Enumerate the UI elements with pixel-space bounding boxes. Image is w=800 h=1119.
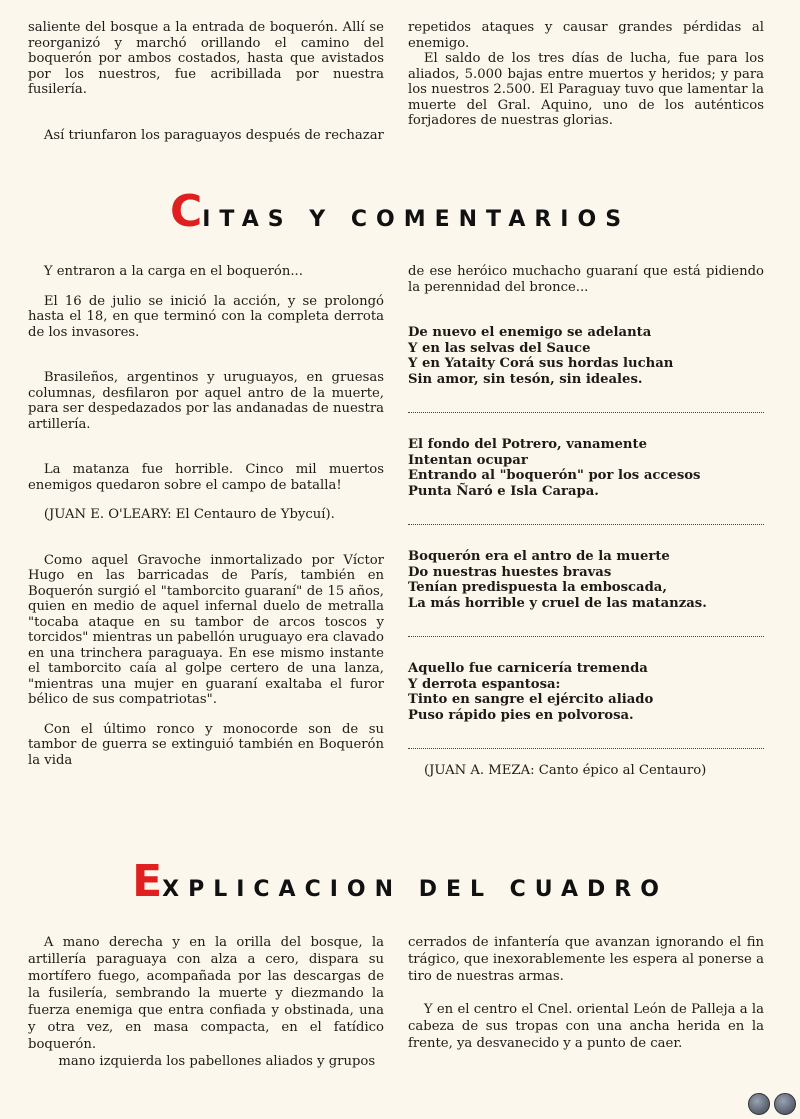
verse-line: Punta Ñaró e Isla Carapa. <box>408 483 599 499</box>
explicacion-heading <box>0 856 800 907</box>
verse-line: La más horrible y cruel de las matanzas. <box>408 595 707 611</box>
verse-line: Puso rápido pies en polvorosa. <box>408 707 634 723</box>
explicacion-left-column <box>28 934 384 1070</box>
citas-left-paragraph-2: El 16 de julio se inició la acción, y se prolongó hasta el 18, en que terminó con la completa derrota de los invasores. <box>28 293 384 340</box>
stanza-1 <box>408 325 764 387</box>
citas-right-paragraph-1: de ese heróico muchacho guaraní que está pidiendo la perennidad del bronce... <box>408 264 764 295</box>
explicacion-right-paragraph-1: cerrados de infantería que avanzan ignorando el fin trágico, que inexorablemente les espera al ponerse a tiro de nuestras armas. <box>408 935 764 984</box>
citas-right-column <box>408 264 764 779</box>
dotted-divider <box>408 411 764 413</box>
page-nav <box>748 1093 796 1115</box>
verse-line: Tinto en sangre el ejército aliado <box>408 692 654 707</box>
verse-line: Y en las selvas del Sauce <box>408 340 591 356</box>
prev-page-icon[interactable] <box>748 1093 770 1115</box>
verse-line: Do nuestras huestes bravas <box>408 564 612 580</box>
explicacion-heading-initial: E <box>132 856 163 907</box>
explicacion-heading-text: XPLICACION DEL CUADRO <box>162 877 668 902</box>
explicacion-left-paragraph-2: mano izquierda los pabellones aliados y grupos <box>58 1054 376 1069</box>
citas-heading <box>0 186 800 237</box>
verse-line: Sin amor, sin tesón, sin ideales. <box>408 371 643 387</box>
stanza-4 <box>408 661 764 723</box>
citas-heading-text: ITAS Y COMENTARIOS <box>202 207 631 232</box>
dotted-divider <box>408 523 764 525</box>
verse-line: Boquerón era el antro de la muerte <box>408 549 670 564</box>
verse-line: Intentan ocupar <box>408 452 528 468</box>
citas-left-paragraph-5: Como aquel Gravoche inmortalizado por Víctor Hugo en las barricadas de París, también en Boquerón surgió el "tamborcito guaraní" de 15 años, quien en medio de aquel infernal duelo de metralla "tocaba ataque en su tambor de arcos toscos y torcidos" mientras un pabellón uruguayo era clavado en una trinchera paraguaya. En ese mismo instante el tamborcito caía al golpe certero de una lanza, "mientras una mujer en guaraní exaltaba el furor bélico de sus compatriotas". <box>28 552 384 707</box>
verse-line: Y derrota espantosa: <box>408 676 561 692</box>
verse-line: El fondo del Potrero, vanamente <box>408 437 647 452</box>
citas-left-citation: (JUAN E. O'LEARY: El Centauro de Ybycuí). <box>43 507 335 522</box>
top-left-paragraph-2: Así triunfaron los paraguayos después de rechazar <box>43 127 384 143</box>
explicacion-right-column <box>408 934 764 1052</box>
explicacion-left-paragraph-1: A mano derecha y en la orilla del bosque, la artillería paraguaya con alza a cero, dispara su mortífero fuego, acompañada por las descargas de la fusilería, sembrando la muerte y diezmando la fuerza enemiga que entra confiada y obstinada, una y otra vez, en masa compacta, en el fatídico boquerón. <box>28 935 384 1052</box>
dotted-divider <box>408 747 764 749</box>
verse-line: Tenían predispuesta la emboscada, <box>408 580 667 595</box>
next-page-icon[interactable] <box>774 1093 796 1115</box>
citas-left-paragraph-3: Brasileños, argentinos y uruguayos, en gruesas columnas, desfilaron por aquel antro de la muerte, para ser despedazados por las andanadas de nuestra artillería. <box>28 370 384 432</box>
verse-line: De nuevo el enemigo se adelanta <box>408 325 652 340</box>
top-right-paragraph-1: repetidos ataques y causar grandes pérdidas al enemigo. <box>408 20 764 51</box>
citas-left-paragraph-1: Y entraron a la carga en el boquerón... <box>43 264 303 279</box>
citas-right-citation: (JUAN A. MEZA: Canto épico al Centauro) <box>424 763 707 778</box>
verse-line: Y en Yataity Corá sus hordas luchan <box>408 356 674 371</box>
stanza-2 <box>408 437 764 499</box>
dotted-divider <box>408 635 764 637</box>
verse-line: Aquello fue carnicería tremenda <box>408 661 648 676</box>
top-left-paragraph-1: saliente del bosque a la entrada de boquerón. Allí se reorganizó y marchó orillando el camino del boquerón por ambos costados, hasta que avistados por los nuestros, fue acribillada por nuestra fusilería. <box>28 20 384 97</box>
top-right-paragraph-2: El saldo de los tres días de lucha, fue para los aliados, 5.000 bajas entre muertos y heridos; y para los nuestros 2.500. El Paraguay tuvo que lamentar la muerte del Gral. Aquino, uno de los auténticos forjadores de nuestras glorias. <box>408 51 764 128</box>
citas-left-column <box>28 264 384 768</box>
citas-left-paragraph-6: Con el último ronco y monocorde son de su tambor de guerra se extinguió también en Boquerón la vida <box>28 721 384 768</box>
verse-line: Entrando al "boquerón" por los accesos <box>408 468 701 483</box>
citas-left-paragraph-4: La matanza fue horrible. Cinco mil muertos enemigos quedaron sobre el campo de batalla! <box>28 462 384 493</box>
citas-heading-initial: C <box>169 186 203 237</box>
top-right-column <box>408 20 764 129</box>
explicacion-right-paragraph-2: Y en el centro el Cnel. oriental León de Palleja a la cabeza de sus tropas con una ancha herida en la frente, ya desvanecido y a punto de caer. <box>408 1002 764 1051</box>
stanza-3 <box>408 549 764 611</box>
top-left-column <box>28 20 384 143</box>
